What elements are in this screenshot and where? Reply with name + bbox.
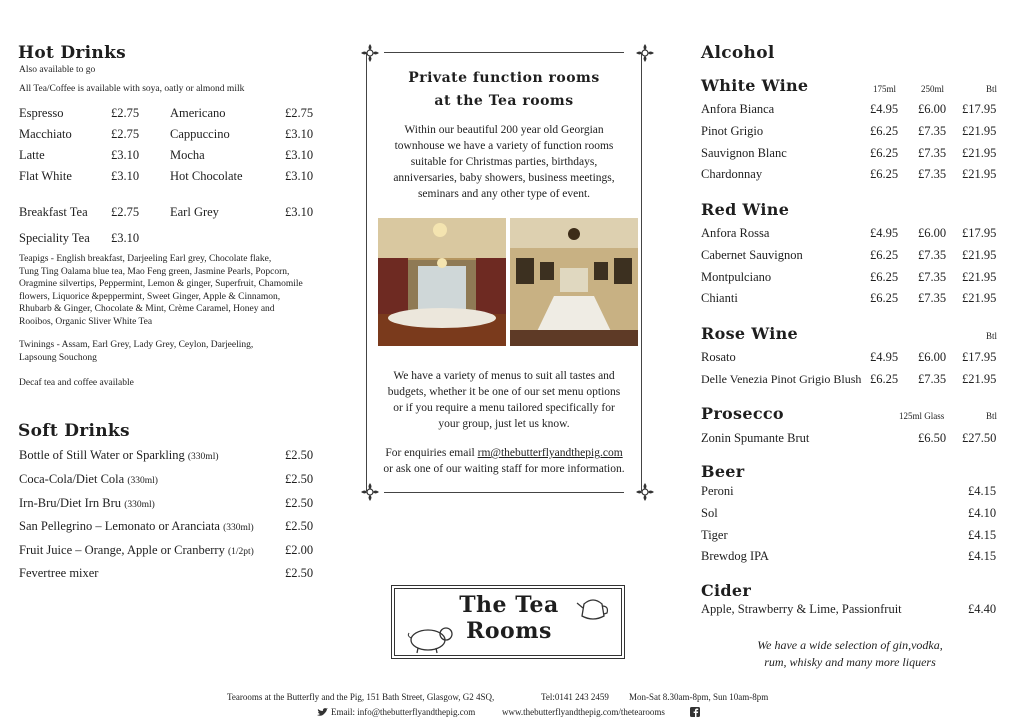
flourish-icon: [634, 42, 656, 64]
column-header: 175ml: [873, 84, 897, 94]
menu-item: Delle Venezia Pinot Grigio Blush: [701, 372, 862, 386]
menu-item: Apple, Strawberry & Lime, Passionfruit: [701, 602, 902, 616]
menu-item: San Pellegrino – Lemonato or Aranciata (330ml): [19, 519, 254, 533]
menu-price: £6.25: [870, 124, 899, 138]
teapigs-note: Teapigs - English breakfast, Darjeeling Earl grey, Chocolate flake, Tung Ting Oalama blue tea, Mao Feng green, Jasmine Pearls, Popcorn, Oragmine silvertips, Peppermint, Lemon & ginger, Superfruit, Chamomile flowers, Liquorice &peppermint, Sweet Ginger, Apple & Cinnamon, Rhubarb & Ginger, Chocolate & Mint, Crème Caramel, Honey and Rooibos, Organic Sliver White Tea: [19, 254, 303, 327]
column-header: Btl: [986, 84, 998, 94]
menu-item: Chianti: [701, 291, 738, 305]
function-enquiries: For enquiries email rm@thebutterflyandthepig.com or ask one of our waiting staff for more information.: [383, 447, 625, 475]
pig-icon: [404, 620, 456, 654]
twinings-note: Twinings - Assam, Earl Grey, Lady Grey, Ceylon, Darjeeling, Lapsoung Souchong: [19, 340, 254, 363]
facebook-icon[interactable]: [690, 707, 700, 717]
rose-wine-title: Rose Wine: [701, 324, 799, 343]
menu-price: £4.40: [968, 602, 997, 616]
menu-price: £6.25: [870, 146, 899, 160]
column-header: 125ml Glass: [899, 411, 945, 421]
menu-item: Chardonnay: [701, 167, 763, 181]
menu-price: £2.00: [285, 543, 314, 557]
menu-item: Fevertree mixer: [19, 566, 99, 580]
menu-price: £6.00: [918, 350, 947, 364]
menu-price: £21.95: [962, 167, 997, 181]
menu-price: £2.50: [285, 472, 314, 486]
column-header: Btl: [986, 331, 998, 341]
cider-title: Cider: [701, 581, 752, 600]
menu-price: £3.10: [285, 205, 314, 219]
menu-price: £21.95: [962, 291, 997, 305]
menu-item: Bottle of Still Water or Sparkling (330ml): [19, 448, 219, 462]
menu-item: Tiger: [701, 528, 728, 542]
milk-options-note: All Tea/Coffee is available with soya, oatly or almond milk: [19, 84, 245, 94]
flourish-icon: [634, 481, 656, 503]
menu-price: £21.95: [962, 372, 997, 386]
menu-item: Flat White: [19, 169, 72, 183]
footer-website[interactable]: www.thebutterflyandthepig.com/thetearooms: [502, 707, 665, 717]
function-menus: We have a variety of menus to suit all tastes and budgets, whether it be one of our set menu options or if you require a menu tailored specifically for your group, just let us know.: [387, 370, 621, 430]
menu-price: £7.35: [918, 146, 947, 160]
menu-price: £3.10: [111, 148, 140, 162]
menu-item: Sol: [701, 506, 718, 520]
menu-price: £6.25: [870, 372, 899, 386]
alcohol-title: Alcohol: [701, 43, 775, 63]
panel-top-rule: [384, 52, 624, 53]
hot-drinks-title: Hot Drinks: [18, 43, 127, 63]
function-intro: Within our beautiful 200 year old Georgian townhouse we have a variety of function rooms suitable for Christmas parties, birthdays, anniversaries, baby showers, business meetings, seminars and any other type of event.: [393, 124, 615, 200]
menu-price: £2.75: [285, 106, 314, 120]
menu-item: Macchiato: [19, 127, 72, 141]
menu-price: £6.25: [870, 291, 899, 305]
menu-item: Sauvignon Blanc: [701, 146, 787, 160]
decaf-note: Decaf tea and coffee available: [19, 378, 134, 388]
menu-price: £4.15: [968, 484, 997, 498]
hot-drinks-subtitle: Also available to go: [19, 65, 96, 75]
spirits-note: We have a wide selection of gin,vodka, rum, whisky and many more liquers: [757, 638, 943, 669]
menu-item: Rosato: [701, 350, 736, 364]
menu-item: Anfora Rossa: [701, 226, 770, 240]
prosecco-title: Prosecco: [701, 404, 784, 423]
menu-price: £2.75: [111, 205, 140, 219]
menu-price: £2.75: [111, 106, 140, 120]
menu-price: £3.10: [111, 231, 140, 245]
footer-hours: Mon-Sat 8.30am-8pm, Sun 10am-8pm: [629, 692, 769, 702]
flourish-icon: [359, 481, 381, 503]
enquiry-email-link[interactable]: rm@thebutterflyandthepig.com: [477, 447, 623, 459]
menu-price: £3.10: [285, 169, 314, 183]
menu-price: £7.35: [918, 167, 947, 181]
column-header: Btl: [986, 411, 998, 421]
menu-price: £6.00: [918, 102, 947, 116]
footer-address: Tearooms at the Butterfly and the Pig, 151 Bath Street, Glasgow, G2 4SQ,: [227, 692, 495, 702]
menu-item: Fruit Juice – Orange, Apple or Cranberry (1/2pt): [19, 543, 254, 557]
panel-bottom-rule: [384, 492, 624, 493]
menu-item: Cabernet Sauvignon: [701, 248, 803, 262]
menu-price: £6.50: [918, 431, 947, 445]
menu-price: £4.95: [870, 226, 899, 240]
menu-item: Mocha: [170, 148, 205, 162]
function-room-photo: [510, 218, 638, 346]
menu-price: £2.50: [285, 496, 314, 510]
menu-price: £2.75: [111, 127, 140, 141]
white-wine-title: White Wine: [701, 76, 809, 95]
menu-price: £3.10: [111, 169, 140, 183]
menu-item: Americano: [170, 106, 226, 120]
menu-price: £4.15: [968, 549, 997, 563]
menu-price: £17.95: [962, 350, 997, 364]
menu-price: £4.95: [870, 350, 899, 364]
menu-price: £4.95: [870, 102, 899, 116]
menu-item: Earl Grey: [170, 205, 219, 219]
menu-item: Hot Chocolate: [170, 169, 243, 183]
menu-price: £4.15: [968, 528, 997, 542]
menu-item: Montpulciano: [701, 270, 772, 284]
menu-price: £2.50: [285, 566, 314, 580]
beer-title: Beer: [701, 462, 745, 481]
menu-price: £6.25: [870, 167, 899, 181]
menu-item: Espresso: [19, 106, 64, 120]
menu-price: £4.10: [968, 506, 997, 520]
soft-drinks-title: Soft Drinks: [18, 421, 130, 441]
menu-price: £21.95: [962, 248, 997, 262]
menu-price: £27.50: [962, 431, 997, 445]
menu-item: Coca-Cola/Diet Cola (330ml): [19, 472, 158, 486]
teapot-icon: [576, 594, 610, 624]
menu-item: Anfora Bianca: [701, 102, 775, 116]
menu-price: £7.35: [918, 372, 947, 386]
menu-price: £3.10: [285, 127, 314, 141]
function-title: Private function rooms at the Tea rooms: [408, 70, 600, 109]
menu-item: Peroni: [701, 484, 734, 498]
menu-item: Breakfast Tea: [19, 205, 88, 219]
menu-price: £3.10: [285, 148, 314, 162]
menu-price: £21.95: [962, 124, 997, 138]
menu-item: Speciality Tea: [19, 231, 90, 245]
menu-item: Zonin Spumante Brut: [701, 431, 810, 445]
twitter-icon[interactable]: [317, 708, 328, 717]
menu-price: £6.25: [870, 270, 899, 284]
logo-text: The Tea Rooms: [459, 592, 559, 644]
menu-price: £21.95: [962, 270, 997, 284]
menu-price: £6.00: [918, 226, 947, 240]
column-header: 250ml: [921, 84, 945, 94]
menu-price: £17.95: [962, 102, 997, 116]
menu-price: £7.35: [918, 248, 947, 262]
function-room-photo: [378, 218, 506, 346]
menu-item: Irn-Bru/Diet Irn Bru (330ml): [19, 496, 155, 510]
menu-item: Cappuccino: [170, 127, 230, 141]
footer-email[interactable]: Email: info@thebutterflyandthepig.com: [331, 707, 476, 717]
footer-tel: Tel:0141 243 2459: [541, 692, 609, 702]
menu-price: £17.95: [962, 226, 997, 240]
flourish-icon: [359, 42, 381, 64]
menu-price: £21.95: [962, 146, 997, 160]
red-wine-title: Red Wine: [701, 200, 790, 219]
menu-item: Brewdog IPA: [701, 549, 769, 563]
menu-price: £2.50: [285, 519, 314, 533]
menu-price: £7.35: [918, 270, 947, 284]
menu-price: £6.25: [870, 248, 899, 262]
menu-price: £7.35: [918, 124, 947, 138]
menu-price: £7.35: [918, 291, 947, 305]
menu-item: Latte: [19, 148, 45, 162]
menu-price: £2.50: [285, 448, 314, 462]
menu-item: Pinot Grigio: [701, 124, 764, 138]
